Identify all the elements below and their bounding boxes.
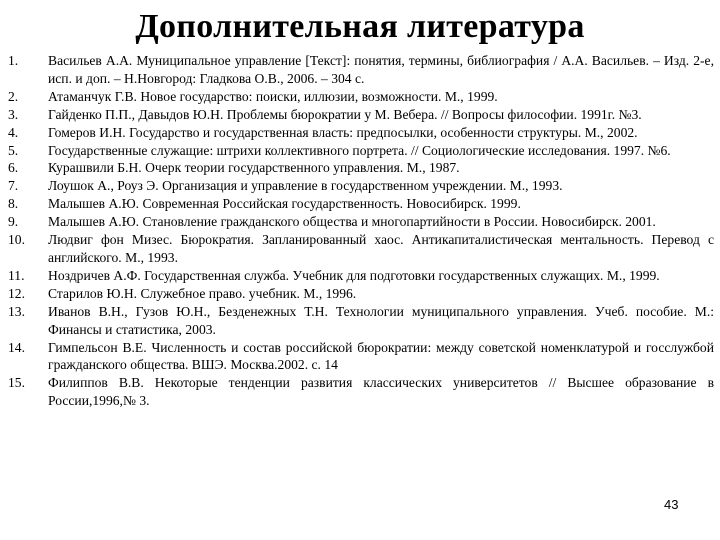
item-number: 10. (8, 232, 25, 248)
item-number: 6. (8, 160, 19, 176)
item-number: 14. (8, 339, 25, 355)
list-item (0, 124, 720, 142)
item-text: Гимпельсон В.Е. Численность и состав российской бюрократии: между советской номенклатурой и госслужбой гражданского общества. ВШЭ. Москва.2002. с. 14 (48, 339, 714, 373)
bibliography-list (0, 52, 720, 410)
item-number: 3. (8, 106, 19, 122)
item-text: Государственные служащие: штрихи коллективного портрета. // Социологические исследования. 1997. №6. (48, 142, 671, 158)
item-number: 4. (8, 124, 19, 140)
item-number: 1. (8, 53, 19, 68)
item-text: Иванов В.Н., Гузов Ю.Н., Безденежных Т.Н. Технологии муниципального управления. Учеб. пособие. М.: Финансы и статистика, 2003. (48, 303, 714, 337)
list-item (0, 267, 720, 285)
item-text: Малышев А.Ю. Современная Российская государственность. Новосибирск. 1999. (48, 196, 521, 212)
page-title: Дополнительная литература (135, 8, 585, 45)
list-item (0, 106, 720, 124)
list-item (0, 52, 720, 88)
item-text: Лоушок А., Роуз Э. Организация и управление в государственном учреждении. М., 1993. (48, 178, 563, 194)
item-number: 12. (8, 285, 25, 301)
item-number: 13. (8, 303, 25, 319)
list-item (0, 231, 720, 267)
list-item (0, 177, 720, 195)
list-item (0, 142, 720, 160)
list-item (0, 303, 720, 339)
item-text: Ноздричев А.Ф. Государственная служба. Учебник для подготовки государственных служащих. М., 1999. (48, 267, 660, 283)
item-number: 5. (8, 142, 19, 158)
item-text: Гайденко П.П., Давыдов Ю.Н. Проблемы бюрократии у М. Вебера. // Вопросы философии. 1991г. №3. (48, 106, 642, 122)
item-text: Людвиг фон Мизес. Бюрократия. Запланированный хаос. Антикапиталистическая ментальность. Перевод с английского. М., 1993. (48, 232, 714, 265)
page-number: 43 (664, 497, 679, 512)
item-number: 7. (8, 178, 19, 194)
item-text: Курашвили Б.Н. Очерк теории государственного управления. М., 1987. (48, 160, 460, 176)
list-item (0, 213, 720, 231)
list-item (0, 159, 720, 177)
list-item (0, 88, 720, 106)
item-text: Атаманчук Г.В. Новое государство: поиски, иллюзии, возможности. М., 1999. (48, 88, 498, 104)
list-item (0, 195, 720, 213)
list-item (0, 285, 720, 303)
list-item (0, 339, 720, 375)
item-text: Васильев А.А. Муниципальное управление [Текст]: понятия, термины, библиография / А.А. Васильев. – Изд. 2-е, исп. и доп. – Н.Новгород: Гладкова О.В., 2006. – 304 с. (48, 53, 714, 86)
item-text: Старилов Ю.Н. Служебное право. учебник. М., 1996. (48, 285, 357, 301)
item-text: Филиппов В.В. Некоторые тенденции развития классических университетов // Высшее образование в России,1996,№ 3. (48, 375, 714, 409)
item-number: 9. (8, 214, 19, 230)
item-number: 11. (8, 267, 25, 283)
item-number: 15. (8, 375, 25, 391)
item-number: 8. (8, 196, 19, 212)
item-text: Малышев А.Ю. Становление гражданского общества и многопартийности в России. Новосибирск. 2001. (48, 214, 656, 230)
list-item (0, 374, 720, 410)
item-text: Гомеров И.Н. Государство и государственная власть: предпосылки, особенности структуры. М., 2002. (48, 124, 638, 140)
item-number: 2. (8, 88, 19, 104)
